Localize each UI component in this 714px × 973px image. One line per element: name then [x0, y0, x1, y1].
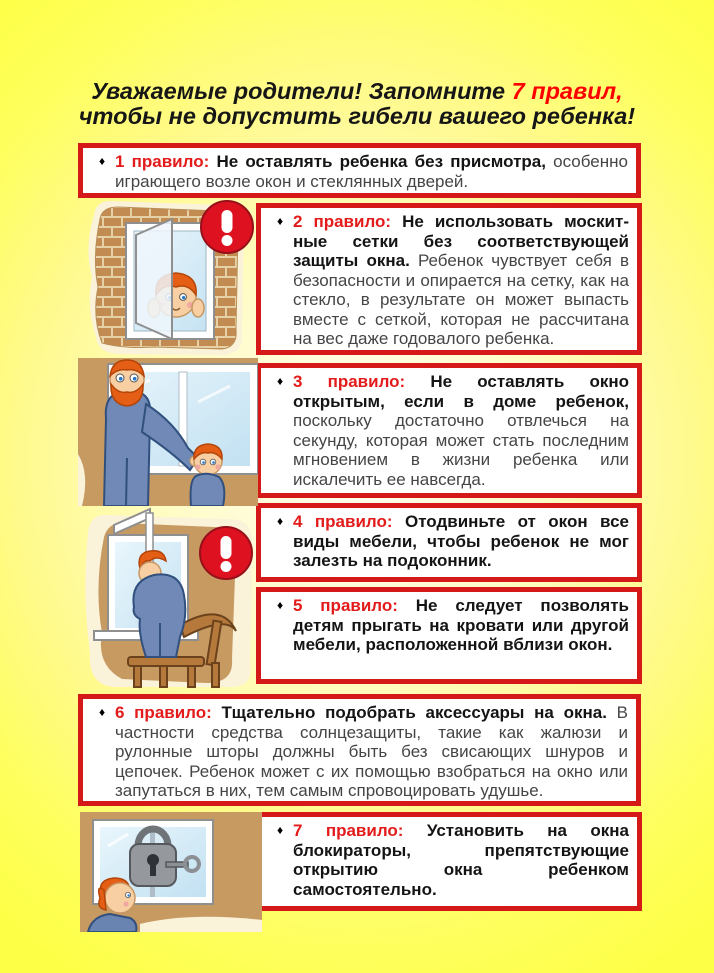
title-line1: Уважаемые родители! Запомните: [91, 78, 506, 104]
illustration-window-padlock: [80, 812, 262, 932]
diamond-bullet-icon: ♦: [98, 154, 106, 168]
rule-3-box: [256, 363, 642, 498]
rule-4-label: 4 правило:: [293, 512, 393, 531]
rule-2-box: [256, 203, 642, 355]
rule-6-box: [78, 694, 641, 806]
warning-exclamation-icon: [201, 201, 253, 253]
rule-2-label: 2 правило:: [293, 212, 392, 231]
title-rules-count: 7 правил,: [511, 78, 623, 104]
rule-5-label: 5 правило:: [293, 596, 398, 615]
illustration-child-at-window: [84, 197, 258, 359]
poster-title: [0, 79, 714, 128]
rule-3-label: 3 правило:: [293, 372, 406, 391]
diamond-bullet-icon: ♦: [276, 374, 284, 388]
rule-2-text: 2 правило: Не использовать москитные сетки без соответствующей защиты окна. Ребенок чувствует себя в безопасности и опирается на сетку, как на стекло, в результате он может выпасть вместе с сеткой, которая не рассчитана на вес даже годовалого ребенка.: [293, 212, 629, 348]
warning-exclamation-icon: [200, 527, 252, 579]
diamond-bullet-icon: ♦: [276, 823, 284, 837]
rule-1-text: 1 правило: Не оставлять ребенка без присмотра, особенно играющего возле окон и стеклянных дверей.: [115, 152, 628, 191]
rule-4-box: [256, 503, 642, 582]
rule-7-box: [256, 812, 642, 911]
diamond-bullet-icon: ♦: [276, 214, 284, 228]
rule-4-text: 4 правило: Отодвиньте от окон все виды мебели, чтобы ребенок не мог залезть на подоконник.: [293, 512, 629, 570]
rule-5-text: 5 правило: Не следует позволять детям прыгать на кровати или другой мебели, расположенной вблизи окон.: [293, 596, 629, 654]
rule-5-box: [256, 587, 642, 684]
rule-1-label: 1 правило:: [115, 152, 210, 171]
title-line2: чтобы не допустить гибели вашего ребенка!: [78, 102, 636, 129]
rule-3-text: 3 правило: Не оставлять окно открытым, если в доме ребенок, поскольку достаточно отвлечься на секунду, которая может стать последним мгновением в жизни ребенка или искалечить ее навсегда.: [293, 372, 630, 489]
rule-7-text: 7 правило: Установить на окна блокираторы, препятствующие открытию окна ребенком самостоятельно.: [293, 821, 629, 899]
diamond-bullet-icon: ♦: [276, 514, 284, 528]
rule-7-label: 7 правило:: [293, 821, 404, 840]
rule-6-text: 6 правило: Тщательно подобрать аксессуары на окна. В частности средства солнцезащиты, такие как жалюзи и рулонные шторы должны быть без свисающих шнуров и цепочек. Ребенок может с их помощью взобраться на окно или запутаться в них, тем самым спровоцировать удушье.: [115, 703, 628, 800]
illustration-child-on-chair: [84, 503, 258, 690]
diamond-bullet-icon: ♦: [276, 598, 284, 612]
open-window-sash: [136, 219, 172, 339]
rule-1-box: [78, 143, 641, 198]
illustration-parent-and-child: [78, 358, 258, 506]
diamond-bullet-icon: ♦: [98, 705, 106, 719]
rule-6-label: 6 правило:: [115, 703, 212, 722]
